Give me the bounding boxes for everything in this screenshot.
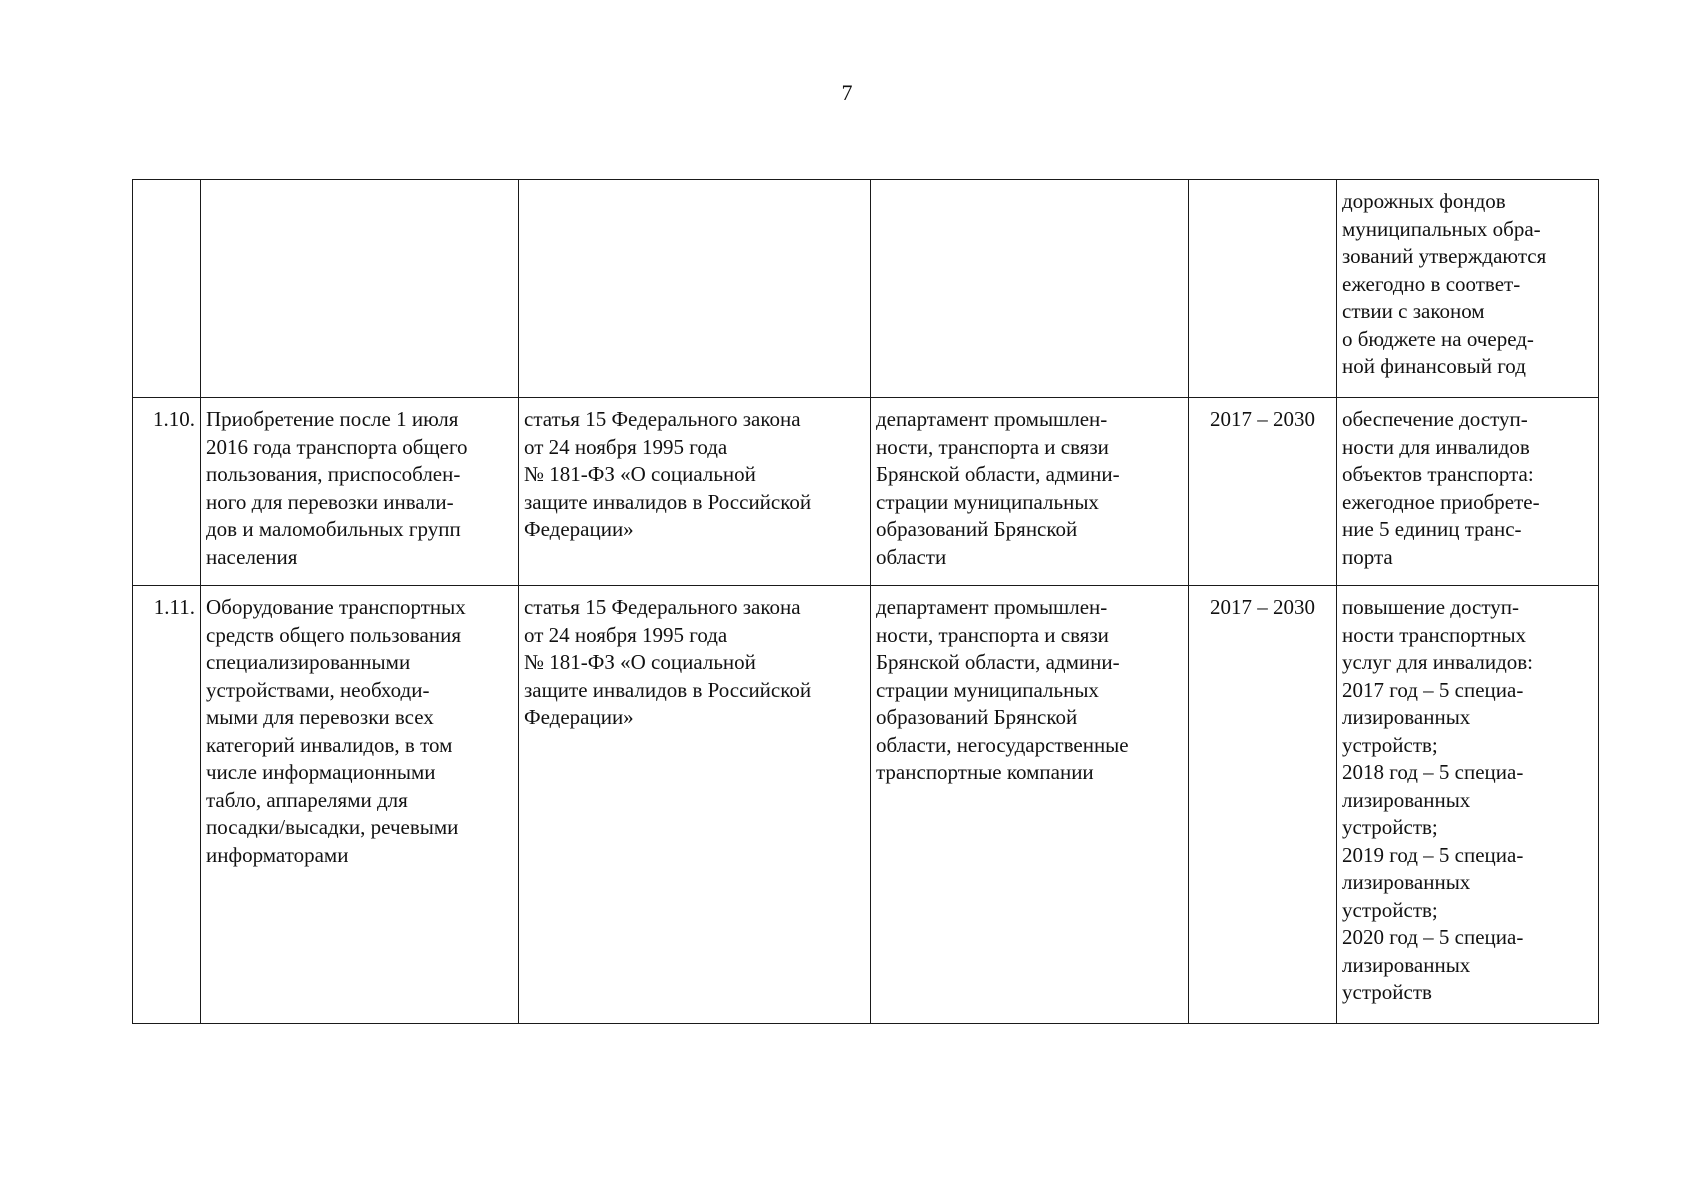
measure-cell (201, 180, 519, 398)
legal-basis-cell: статья 15 Федерального закона от 24 ноября 1995 года № 181-ФЗ «О социальной защите инвалидов в Российской Федерации» (519, 398, 871, 586)
legal-basis-cell: статья 15 Федерального закона от 24 ноября 1995 года № 181-ФЗ «О социальной защите инвалидов в Российской Федерации» (519, 586, 871, 1024)
legal-basis-cell (519, 180, 871, 398)
result-cell: дорожных фондов муниципальных обра- зований утверждаются ежегодно в соответ- ствии с законом о бюджете на очеред- ной финансовый год (1337, 180, 1599, 398)
measures-table (132, 179, 1599, 1024)
measure-cell: Оборудование транспортных средств общего пользования специализированными устройствами, необходи- мыми для перевозки всех категорий инвалидов, в том числе информационными табло, аппарелями для посадки/высадки, речевыми информаторами (201, 586, 519, 1024)
responsible-cell: департамент промышлен- ности, транспорта и связи Брянской области, админи- страции муниципальных образований Брянской области, негосударственные транспортные компании (871, 586, 1189, 1024)
result-cell: обеспечение доступ- ности для инвалидов объектов транспорта: ежегодное приобрете- ние 5 единиц транс- порта (1337, 398, 1599, 586)
table-row (133, 180, 1599, 398)
period-cell: 2017 – 2030 (1189, 398, 1337, 586)
period-cell (1189, 180, 1337, 398)
measure-cell: Приобретение после 1 июля 2016 года транспорта общего пользования, приспособлен- ного для перевозки инвали- дов и маломобильных групп населения (201, 398, 519, 586)
row-number (133, 180, 201, 398)
responsible-cell: департамент промышлен- ности, транспорта и связи Брянской области, админи- страции муниципальных образований Брянской области (871, 398, 1189, 586)
row-number: 1.11. (133, 586, 201, 1024)
responsible-cell (871, 180, 1189, 398)
row-number: 1.10. (133, 398, 201, 586)
result-cell: повышение доступ- ности транспортных услуг для инвалидов: 2017 год – 5 специа- лизированных устройств; 2018 год – 5 специа- лизированных устройств; 2019 год – 5 специа- лизированных устройств; 2020 год – 5 специа- лизированных устройств (1337, 586, 1599, 1024)
table-row (133, 586, 1599, 1024)
period-cell: 2017 – 2030 (1189, 586, 1337, 1024)
page-number: 7 (841, 80, 853, 105)
table-row (133, 398, 1599, 586)
